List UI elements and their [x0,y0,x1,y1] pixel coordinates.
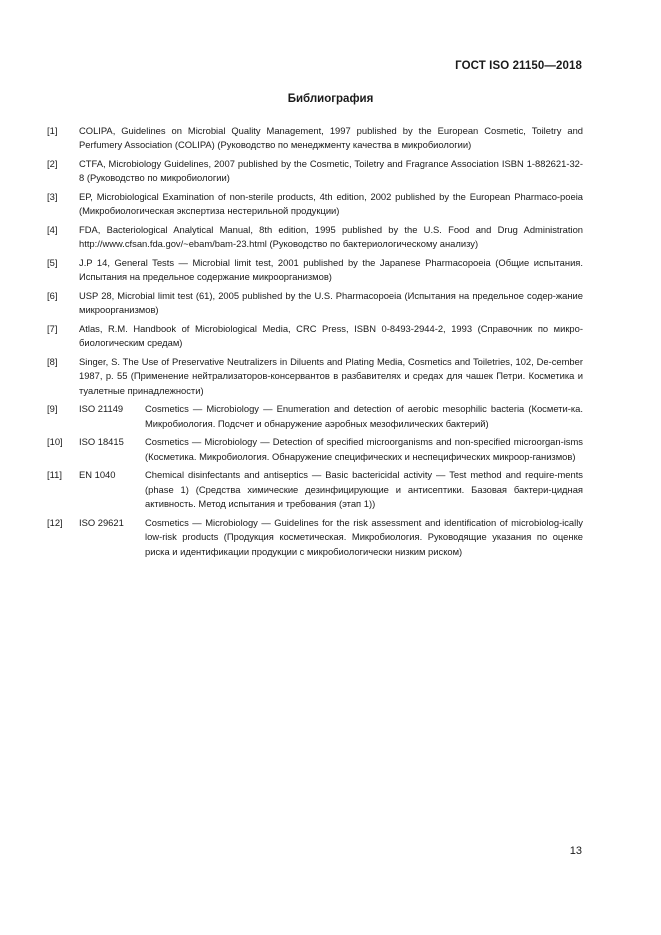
bibliography-entry [47,468,583,511]
entry-text: USP 28, Microbial limit test (61), 2005 published by the U.S. Pharmacopoeia (Испытания на предельное содер-жание микроорганизмов) [79,290,583,316]
entry-number: [11] [47,469,62,481]
standard-designation: ГОСТ ISO 21150—2018 [455,60,582,72]
entry-standard-code: ISO 21149 [79,403,124,415]
bibliography-entry [47,223,583,252]
bibliography-list [47,124,583,563]
entry-text: COLIPA, Guidelines on Microbial Quality Management, 1997 published by the European Cosmetic, Toiletry and Perfumery Association (COLIPA) (Руководство по менеджменту качества в микробиологии) [79,125,583,151]
entry-standard-code: ISO 29621 [79,516,124,528]
entry-text: Cosmetics — Microbiology — Enumeration and detection of aerobic mesophilic bacteria (Космети-ка. Микробиология. Подсчет и обнаружение аэробных мезофилических бактерий) [145,403,583,429]
entry-number: [9] [47,403,58,415]
bibliography-entry [47,322,583,351]
entry-text: Chemical disinfectants and antiseptics — Basic bactericidal activity — Test method and require-ments (phase 1) (Средства химические дезинфицирующие и антисептики. Базовая бактери-цидная активность. Метод испытания и требования (этап 1)) [145,469,583,510]
entry-text: J.P 14, General Tests — Microbial limit test, 2001 published by the Japanese Pharmacopoeia (Общие испытания. Испытания на предельное содержание микроорганизмов) [79,257,583,283]
entry-standard-code: EN 1040 [79,469,116,481]
entry-standard-code: ISO 18415 [79,436,124,448]
bibliography-entry [47,402,583,431]
entry-number: [12] [47,516,63,528]
entry-number: [1] [47,125,58,136]
bibliography-entry [47,190,583,219]
bibliography-entry [47,124,583,153]
entry-number: [5] [47,257,58,268]
entry-text: Cosmetics — Microbiology — Guidelines for the risk assessment and identification of microbiolog-ically low-risk products (Продукция косметическая. Микробиология. Руководящие указания по оценке риска и идентификации продукции с микробиологически низким риском) [145,516,583,557]
entry-number: [7] [47,323,58,334]
entry-text: FDA, Bacteriological Analytical Manual, 8th edition, 1995 published by the U.S. Food and Drug Administration http://www.cfsan.fda.gov/~ebam/bam-23.html (Руководство по бактериологическому анализу) [79,224,583,250]
entry-text: CTFA, Microbiology Guidelines, 2007 published by the Cosmetic, Toiletry and Fragrance Association ISBN 1-882621-32-8 (Руководство по микробиологии) [79,158,583,184]
entry-text: EP, Microbiological Examination of non-sterile products, 4th edition, 2002 published by the European Pharmaco-poeia (Микробиологическая экспертиза нестерильной продукции) [79,191,583,217]
bibliography-entry [47,355,583,398]
entry-number: [6] [47,290,58,301]
bibliography-entry [47,157,583,186]
entry-number: [4] [47,224,58,235]
entry-number: [10] [47,436,63,448]
entry-number: [8] [47,356,58,367]
entry-text: Singer, S. The Use of Preservative Neutralizers in Diluents and Plating Media, Cosmetics and Toiletries, 102, De-cember 1987, p. 55 (Применение нейтрализаторов-консервантов в разбавителях и средах для чашек Петри. Косметика и туалетные принадлежности) [79,356,583,396]
entry-text: Cosmetics — Microbiology — Detection of specified microorganisms and non-specified microorgan-isms (Косметика. Микробиология. Обнаружение специфических и неспецифических микроор-ганизмов) [145,436,583,462]
bibliography-entry [47,289,583,318]
entry-number: [2] [47,158,58,169]
entry-text: Atlas, R.M. Handbook of Microbiological Media, CRC Press, ISBN 0-8493-2944-2, 1993 (Справочник по микро-биологическим средам) [79,323,583,349]
entry-number: [3] [47,191,58,202]
bibliography-entry [47,516,583,559]
bibliography-entry [47,256,583,285]
page-number: 13 [569,845,582,857]
section-title: Библиография [287,93,374,105]
bibliography-entry [47,435,583,464]
